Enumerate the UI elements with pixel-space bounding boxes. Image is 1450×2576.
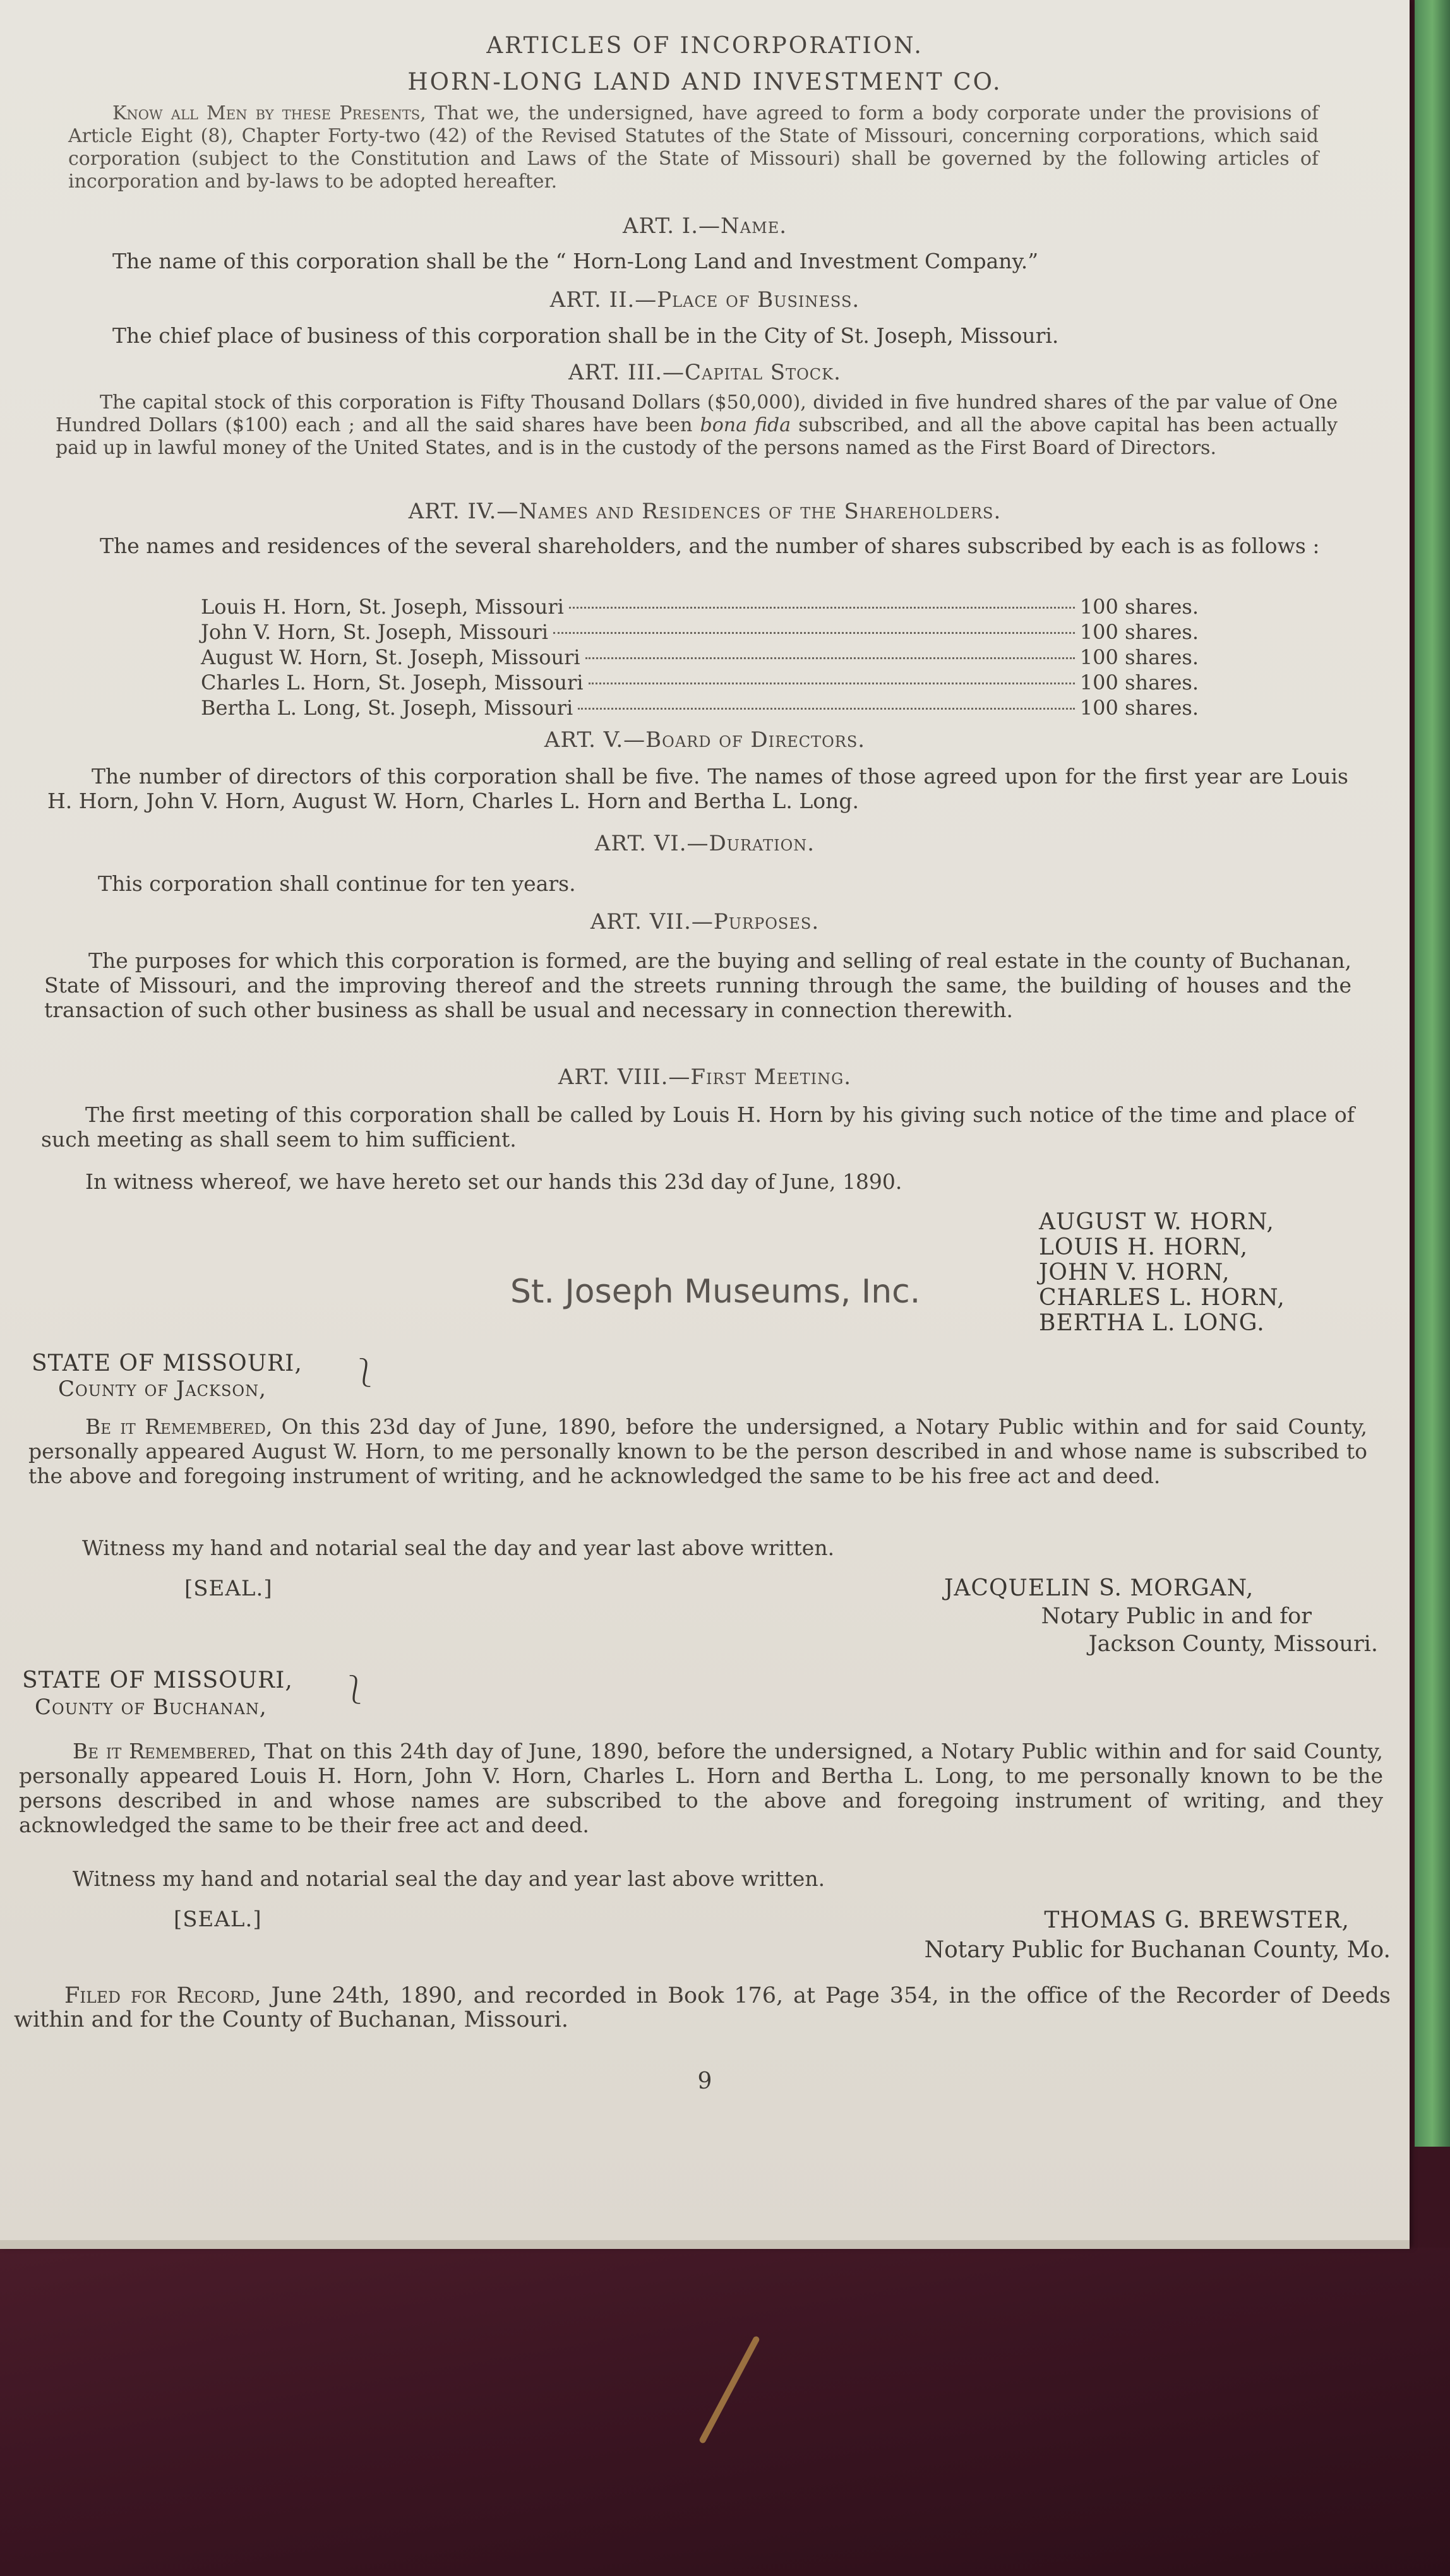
shareholder-row (201, 645, 1199, 671)
article-5-text (47, 764, 1348, 813)
article-1-body: The name of this corporation shall be the “ Horn-Long Land and Investment Company.” (112, 249, 1039, 273)
shareholder-name: John V. Horn, St. Joseph, Missouri (201, 620, 549, 644)
shareholder-shares: 100 shares. (1079, 671, 1199, 695)
shareholder-row (201, 671, 1199, 696)
buchanan-brace: ⎱ (341, 1674, 369, 1706)
article-3-body-b: subscribed, and all the above capital has been actually paid up in lawful money of the United States, and is in the custody of the persons named as the First Board of Directors. (56, 414, 1338, 459)
article-3-heading: ART. III.—Capital Stock. (568, 360, 841, 385)
article-2-heading: ART. II.—Place of Business. (549, 287, 860, 313)
filed-lead: Filed for Record, (64, 1983, 261, 2008)
shareholder-name: Louis H. Horn, St. Joseph, Missouri (201, 595, 564, 619)
article-8-text (41, 1102, 1355, 1152)
signatory: JOHN V. HORN, (1039, 1260, 1230, 1285)
buchanan-county: County of Buchanan, (35, 1695, 267, 1720)
leader-dots (585, 657, 1075, 659)
preamble-text: That we, the undersigned, have agreed to form a body corporate under the provisions of Article Eight (8), Chapter Forty-two (42) of the Revised Statutes of the State of Missouri, concerning corporations, which said corporation (subject to the Constitution and Laws of the State of Missouri) shall be governed by the following articles of incorporation and by-laws to be adopted hereafter. (68, 102, 1319, 193)
buchanan-notary-name: THOMAS G. BREWSTER, (1044, 1907, 1350, 1933)
buchanan-seal: [SEAL.] (174, 1907, 262, 1932)
jackson-notary-title2: Jackson County, Missouri. (1088, 1631, 1378, 1657)
buchanan-lead: Be it Remembered, (73, 1739, 257, 1763)
buchanan-notary-title: Notary Public for Buchanan County, Mo. (924, 1937, 1391, 1963)
shareholder-shares: 100 shares. (1079, 645, 1199, 669)
article-5-body: The number of directors of this corporation shall be five. The names of those agreed upon for the first year are Louis H. Horn, John V. Horn, August W. Horn, Charles L. Horn and Bertha L. Long. (47, 764, 1348, 813)
article-3-italic: bona fida (700, 414, 791, 436)
shareholder-name: Bertha L. Long, St. Joseph, Missouri (201, 696, 573, 720)
leader-dots (569, 607, 1075, 609)
jackson-seal: [SEAL.] (184, 1576, 273, 1601)
preamble-lead: Know all Men by these Presents, (112, 102, 426, 124)
article-6-text (47, 871, 1348, 896)
leader-dots (589, 683, 1075, 684)
green-binder-edge (1415, 0, 1450, 2147)
shareholder-shares: 100 shares. (1079, 595, 1199, 619)
article-6-body: This corporation shall continue for ten years. (98, 871, 576, 896)
article-5-heading: ART. V.—Board of Directors. (544, 727, 866, 753)
museum-watermark: St. Joseph Museums, Inc. (510, 1273, 921, 1311)
signatory: BERTHA L. LONG. (1039, 1310, 1265, 1336)
shareholder-row (201, 620, 1199, 645)
filing-record (14, 1984, 1391, 2032)
preamble (68, 102, 1319, 193)
article-7-body: The purposes for which this corporation is formed, are the buying and selling of real estate in the county of Buchanan, State of Missouri, and the improving thereof and the streets running through the same, the building of houses and the transaction of such other business as shall be usual and necessary in connection therewith. (44, 948, 1351, 1022)
leader-dots (553, 632, 1075, 634)
buchanan-acknowledgement (19, 1739, 1383, 1837)
jackson-witness-text: Witness my hand and notarial seal the day and year last above written. (82, 1535, 835, 1560)
jackson-county: County of Jackson, (58, 1376, 267, 1402)
article-1-heading: ART. I.—Name. (622, 213, 788, 239)
article-8-heading: ART. VIII.—First Meeting. (558, 1064, 852, 1090)
article-4-text (56, 534, 1338, 558)
shareholder-name: Charles L. Horn, St. Joseph, Missouri (201, 671, 584, 695)
jackson-lead: Be it Remembered, (85, 1414, 273, 1439)
article-7-text (44, 948, 1351, 1022)
page-number: 9 (697, 2068, 712, 2094)
buchanan-witness-text: Witness my hand and notarial seal the day and year last above written. (73, 1866, 825, 1891)
article-1-text (68, 249, 1331, 273)
jackson-brace: ⎱ (351, 1357, 379, 1389)
wood-splinter (698, 2335, 760, 2444)
page-bottom-edge (0, 2240, 1410, 2249)
article-3-text (56, 391, 1338, 460)
jackson-notary-title1: Notary Public in and for (1041, 1604, 1312, 1629)
buchanan-witness (19, 1866, 1383, 1891)
signatory: AUGUST W. HORN, (1039, 1209, 1274, 1235)
shareholder-shares: 100 shares. (1079, 620, 1199, 644)
leader-dots (578, 708, 1075, 710)
article-2-text (68, 323, 1331, 348)
shareholder-name: August W. Horn, St. Joseph, Missouri (201, 645, 580, 669)
buchanan-state: STATE OF MISSOURI, (22, 1667, 293, 1693)
article-6-heading: ART. VI.—Duration. (594, 831, 815, 856)
signatory: LOUIS H. HORN, (1039, 1234, 1249, 1260)
filed-text: June 24th, 1890, and recorded in Book 176, at Page 354, in the office of the Recorder of Deeds within and for the County of Buchanan, Missouri. (14, 1983, 1391, 2032)
shareholder-row (201, 696, 1199, 721)
jackson-state: STATE OF MISSOURI, (32, 1351, 303, 1376)
witness-clause (41, 1169, 1355, 1194)
shareholder-shares: 100 shares. (1079, 696, 1199, 720)
witness-text: In witness whereof, we have hereto set our hands this 23d day of June, 1890. (85, 1169, 902, 1194)
shareholder-row (201, 595, 1199, 620)
article-2-body: The chief place of business of this corporation shall be in the City of St. Joseph, Missouri. (112, 323, 1059, 348)
jackson-notary-name: JACQUELIN S. MORGAN, (944, 1575, 1254, 1601)
article-3-body-a: The capital stock of this corporation is Fifty Thousand Dollars ($50,000), divided in five hundred shares of the par value of One Hundred Dollars ($100) each ; and all the said shares have been (56, 391, 1338, 436)
article-7-heading: ART. VII.—Purposes. (590, 909, 820, 934)
signatory: CHARLES L. HORN, (1039, 1285, 1285, 1311)
buchanan-text: That on this 24th day of June, 1890, before the undersigned, a Notary Public within and for said County, personally appeared Louis H. Horn, John V. Horn, Charles L. Horn and Bertha L. Long, to me personally known to be the persons described in and whose names are subscribed to the above and foregoing instrument of writing, and they acknowledged the same to be their free act and deed. (19, 1739, 1384, 1837)
jackson-witness (28, 1535, 1367, 1560)
table-surface (0, 2248, 1450, 2576)
article-4-heading: ART. IV.—Names and Residences of the Shareholders. (408, 499, 1002, 524)
document-title: ARTICLES OF INCORPORATION. (486, 33, 923, 59)
article-8-body: The first meeting of this corporation shall be called by Louis H. Horn by his giving such notice of the time and place of such meeting as shall seem to him sufficient. (41, 1102, 1355, 1152)
jackson-acknowledgement (28, 1414, 1367, 1488)
company-name: HORN-LONG LAND AND INVESTMENT CO. (407, 68, 1002, 95)
article-4-body: The names and residences of the several shareholders, and the number of shares subscribed by each is as follows : (100, 534, 1320, 558)
jackson-text: On this 23d day of June, 1890, before the undersigned, a Notary Public within and for said County, personally appeared August W. Horn, to me personally known to be the person described in and whose name is subscribed to the above and foregoing instrument of writing, and he acknowledged the same to be his free act and deed. (28, 1414, 1367, 1488)
